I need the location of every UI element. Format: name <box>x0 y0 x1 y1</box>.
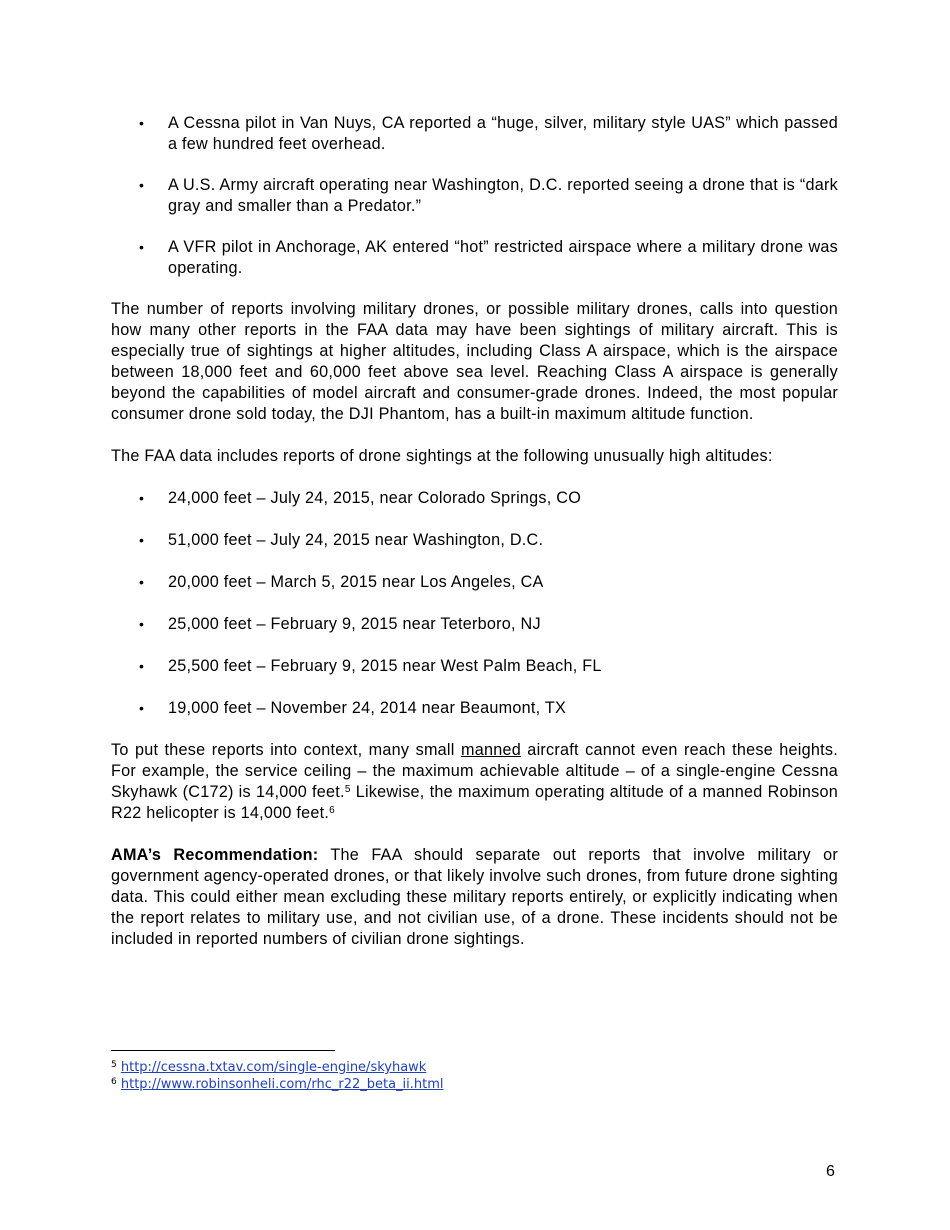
bullet-icon: • <box>139 532 145 548</box>
paragraph-context <box>111 740 838 824</box>
list-item-text: 20,000 feet – March 5, 2015 near Los Angeles, CA <box>168 573 544 591</box>
bullet-icon: • <box>139 239 145 255</box>
altitude-reports-list <box>111 488 838 719</box>
list-item-text: 24,000 feet – July 24, 2015, near Colorado Springs, CO <box>168 489 582 507</box>
footnote-6 <box>111 1076 838 1093</box>
context-text-end: Likewise, the maximum operating altitude of a manned Robinson R22 helicopter is 14,000 feet. <box>111 783 838 822</box>
list-item <box>111 237 838 279</box>
list-item-text: A VFR pilot in Anchorage, AK entered “hot” restricted airspace where a military drone was operating. <box>168 238 838 277</box>
bullet-icon: • <box>139 658 145 674</box>
context-text-start: To put these reports into context, many small <box>111 741 461 759</box>
context-text-middle: aircraft cannot even reach these heights. For example, the service ceiling – the maximum achievable altitude – of a single-engine Cessna Skyhawk (C172) is 14,000 feet. <box>111 741 838 801</box>
page-number: 6 <box>826 1163 835 1180</box>
page-body <box>111 113 838 971</box>
footnote-number: 6 <box>111 1077 117 1087</box>
list-item-text: A U.S. Army aircraft operating near Washington, D.C. reported seeing a drone that is “dark gray and smaller than a Predator.” <box>168 176 838 215</box>
military-reports-list <box>111 113 838 279</box>
footnote-ref-5[interactable]: 5 <box>344 784 351 795</box>
list-item <box>111 614 838 635</box>
footnotes <box>111 1050 838 1093</box>
bullet-icon: • <box>139 574 145 590</box>
list-item <box>111 113 838 155</box>
recommendation-text: The FAA should separate out reports that involve military or government agency-operated drones, or that likely involve such drones, from future drone sighting data. This could either mean excluding these military reports entirely, or explicitly indicating when the report relates to military use, and not civilian use, of a drone. These incidents should not be included in reported numbers of civilian drone sightings. <box>111 846 838 948</box>
bullet-icon: • <box>139 616 145 632</box>
footnote-number: 5 <box>111 1060 117 1070</box>
list-item <box>111 698 838 719</box>
bullet-icon: • <box>139 700 145 716</box>
bullet-icon: • <box>139 490 145 506</box>
list-item <box>111 656 838 677</box>
footnote-ref-6[interactable]: 6 <box>329 805 335 816</box>
list-item <box>111 572 838 593</box>
list-item-text: 25,000 feet – February 9, 2015 near Teterboro, NJ <box>168 615 541 633</box>
paragraph-recommendation <box>111 845 838 950</box>
paragraph-altitudes-intro: The FAA data includes reports of drone sightings at the following unusually high altitudes: <box>111 447 773 465</box>
recommendation-label: AMA’s Recommendation: <box>111 846 319 864</box>
bullet-icon: • <box>139 177 145 193</box>
underlined-manned: manned <box>460 741 521 759</box>
bullet-icon: • <box>139 115 145 131</box>
list-item-text: 25,500 feet – February 9, 2015 near West Palm Beach, FL <box>168 657 602 675</box>
list-item-text: A Cessna pilot in Van Nuys, CA reported a “huge, silver, military style UAS” which passed a few hundred feet overhead. <box>168 114 838 153</box>
footnote-link-robinson[interactable]: http://www.robinsonheli.com/rhc_r22_beta_ii.html <box>120 1077 444 1092</box>
paragraph-military-question: The number of reports involving military drones, or possible military drones, calls into question how many other reports in the FAA data may have been sightings of military aircraft. This is especially true of sightings at higher altitudes, including Class A airspace, which is the airspace between 18,000 feet and 60,000 feet above sea level. Reaching Class A airspace is generally beyond the capabilities of model aircraft and consumer-grade drones. Indeed, the most popular consumer drone sold today, the DJI Phantom, has a built-in maximum altitude function. <box>111 300 838 423</box>
list-item <box>111 488 838 509</box>
footnote-divider <box>111 1050 335 1051</box>
list-item-text: 51,000 feet – July 24, 2015 near Washington, D.C. <box>168 531 544 549</box>
footnote-link-cessna[interactable]: http://cessna.txtav.com/single-engine/skyhawk <box>120 1060 427 1075</box>
list-item-text: 19,000 feet – November 24, 2014 near Beaumont, TX <box>168 699 567 717</box>
footnote-5 <box>111 1059 838 1076</box>
list-item <box>111 530 838 551</box>
list-item <box>111 175 838 217</box>
